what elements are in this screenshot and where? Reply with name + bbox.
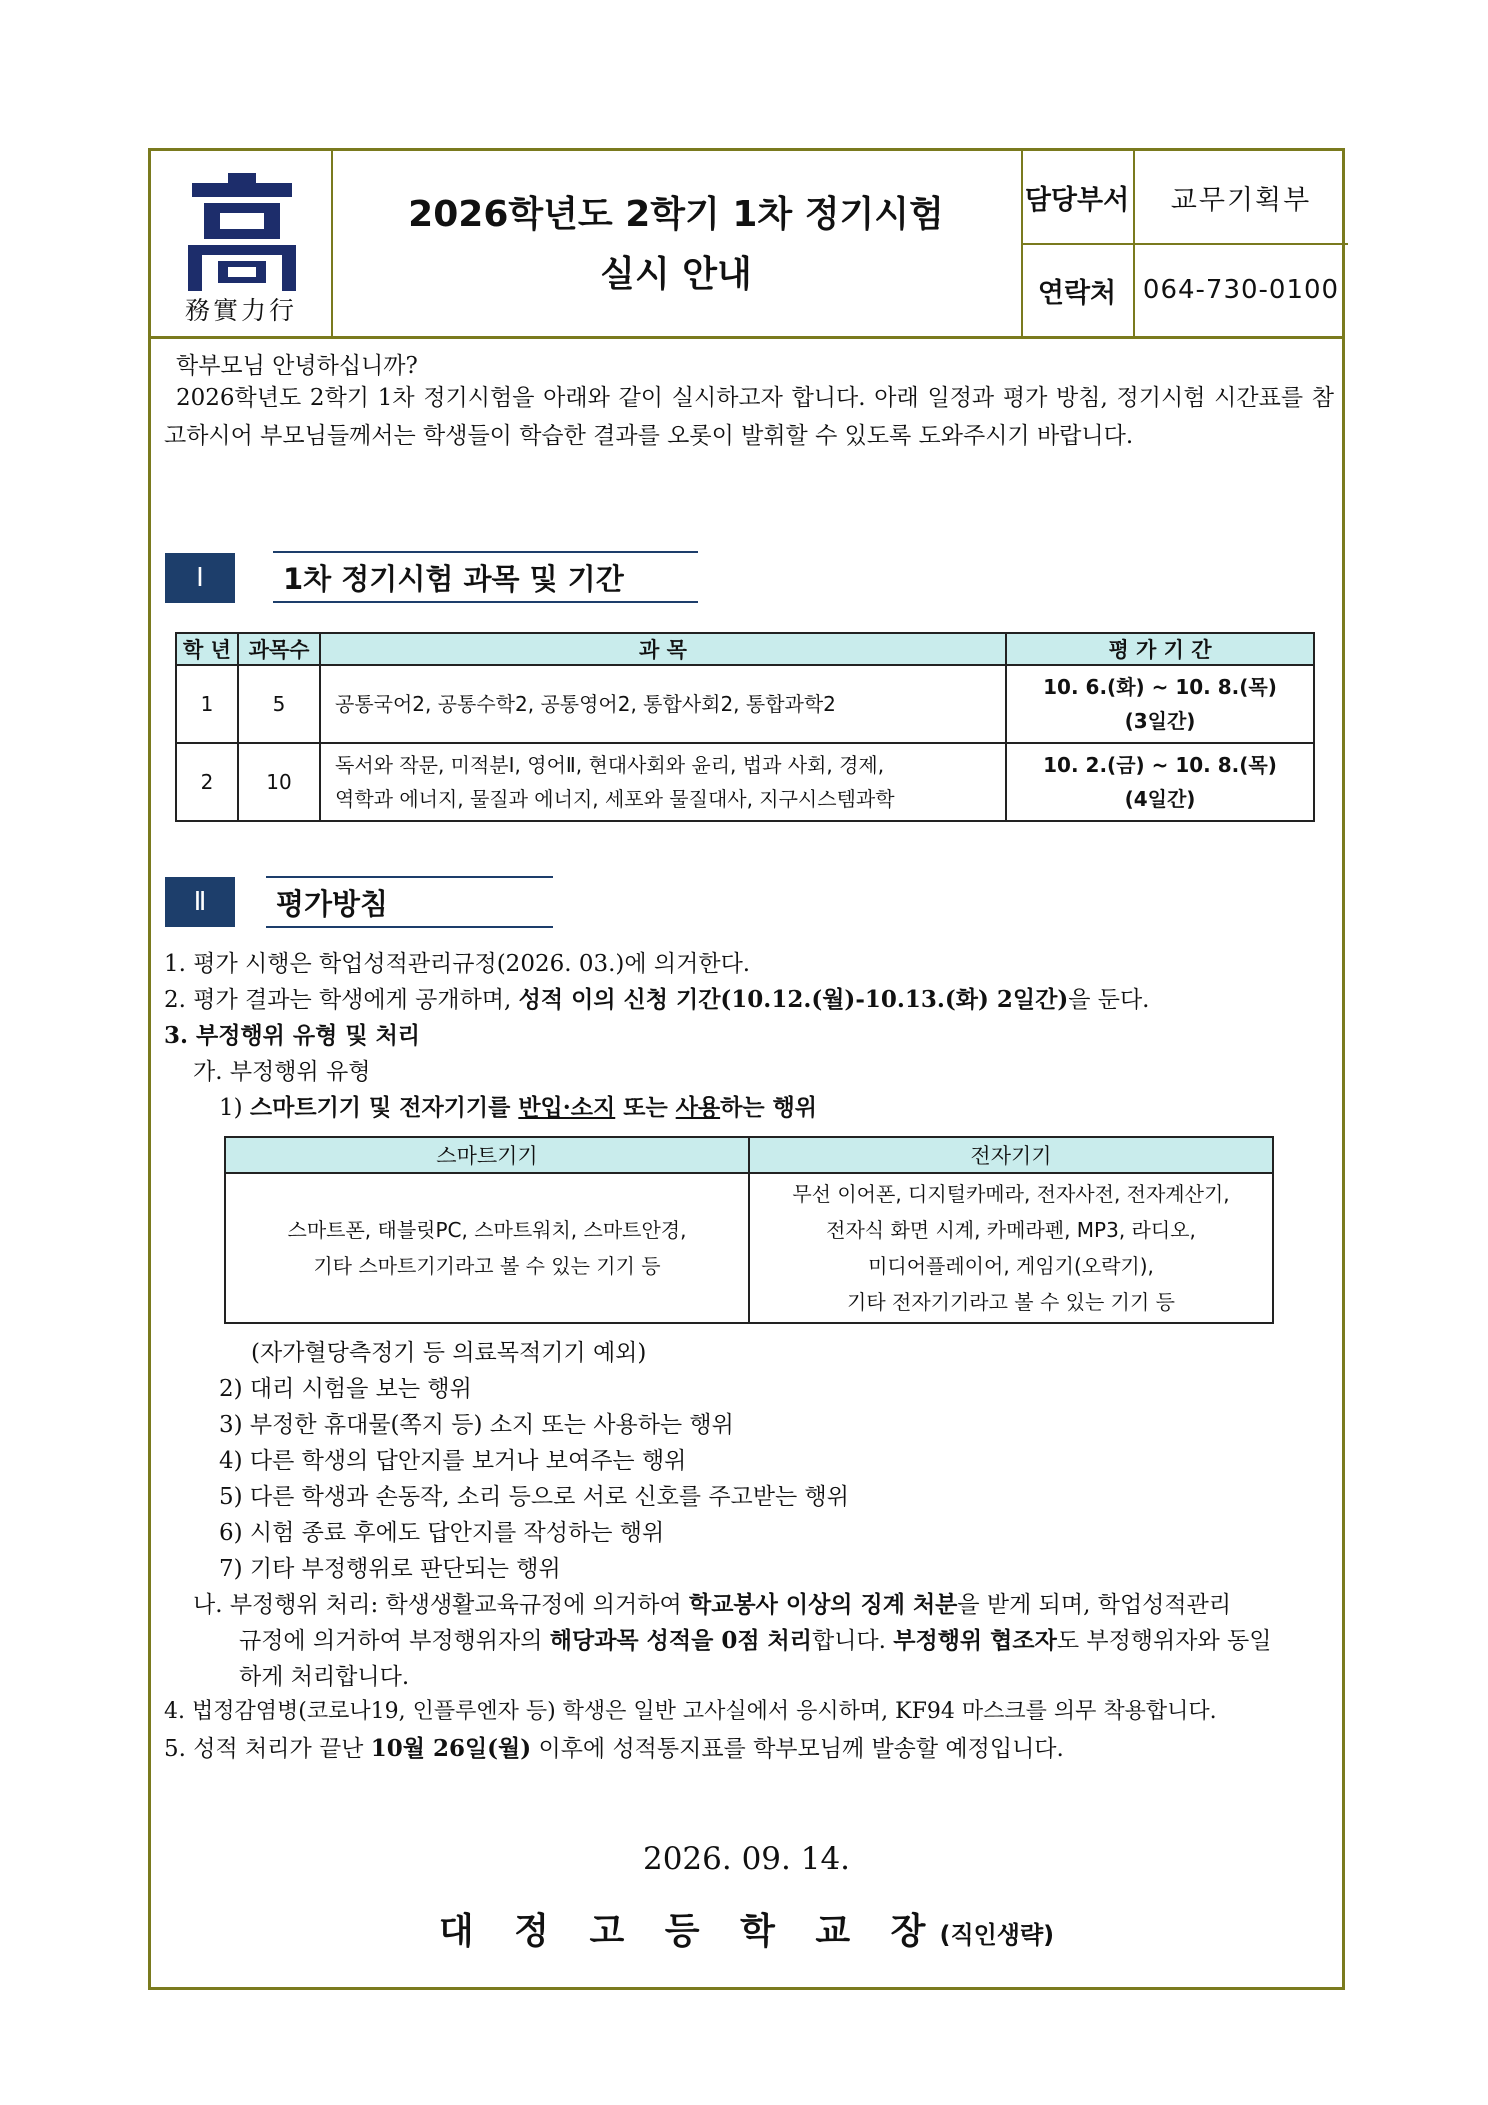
handling-text-d: 규정에 의거하여 부정행위자의 — [239, 1628, 550, 1654]
smart-devices-line-2: 기타 스마트기기라고 볼 수 있는 기기 등 — [313, 1254, 661, 1278]
handling-text-h: 도 부정행위자와 동일 — [1056, 1628, 1272, 1654]
period-dates: 10. 6.(화) ~ 10. 8.(목) — [1043, 675, 1277, 699]
header-period: 평 가 기 간 — [1006, 633, 1314, 665]
header-subjects: 과 목 — [320, 633, 1006, 665]
medical-device-note: (자가혈당측정기 등 의료목적기기 예외) — [251, 1340, 647, 1366]
title-cell — [331, 151, 1023, 336]
misconduct-type-3: 3) 부정한 휴대물(쪽지 등) 소지 또는 사용하는 행위 — [219, 1412, 734, 1438]
contact-row — [1021, 244, 1348, 336]
policy-item-4: 4. 법정감염병(코로나19, 인플루엔자 등) 학생은 일반 고사실에서 응시하며, KF94 마스크를 의무 착용합니다. — [164, 1699, 1217, 1724]
handling-text-e: 해당과목 성적을 0점 처리 — [549, 1627, 812, 1654]
misconduct-handling-line-3: 하게 처리합니다. — [239, 1664, 410, 1690]
document-frame — [148, 148, 1345, 1990]
report-send-date: 10월 26일(월) — [370, 1735, 532, 1762]
table-row — [176, 665, 1314, 743]
section-2-badge: Ⅱ — [165, 877, 235, 927]
misconduct-handling — [193, 1586, 1231, 1619]
subjects-line-1: 독서와 작문, 미적분Ⅰ, 영어Ⅱ, 현대사회와 윤리, 법과 사회, 경제, — [335, 753, 885, 777]
header-smart-devices: 스마트기기 — [225, 1137, 749, 1173]
contact-value: 064-730-0100 — [1142, 275, 1340, 305]
misconduct-type-2: 2) 대리 시험을 보는 행위 — [219, 1376, 472, 1402]
handling-text-g: 부정행위 협조자 — [893, 1627, 1057, 1654]
appeal-period: 성적 이의 신청 기간(10.12.(월)-10.13.(화) 2일간) — [518, 986, 1069, 1013]
electronic-devices-line-4: 기타 전자기기라고 볼 수 있는 기기 등 — [847, 1290, 1175, 1314]
period-days: (3일간) — [1124, 709, 1196, 733]
smart-devices-line-1: 스마트폰, 태블릿PC, 스마트워치, 스마트안경, — [287, 1218, 687, 1242]
table-row — [176, 743, 1314, 821]
device-table — [224, 1136, 1274, 1324]
subjects-line-2: 역학과 에너지, 물질과 에너지, 세포와 물질대사, 지구시스템과학 — [335, 787, 895, 811]
principal-title: 대 정 고 등 학 교 장 — [438, 1910, 940, 1952]
misconduct-types-heading: 가. 부정행위 유형 — [193, 1059, 371, 1085]
document-title — [331, 185, 1021, 305]
misconduct-type-1-e: 하는 행위 — [720, 1094, 818, 1121]
misconduct-type-1-b: 반입·소지 — [518, 1094, 616, 1121]
contact-label: 연락처 — [1021, 244, 1135, 336]
intro-paragraph: 2026학년도 2학기 1차 정기시험을 아래와 같이 실시하고자 합니다. 아래 일정과 평가 방침, 정기시험 시간표를 참고하시어 부모님들께서는 학생들이 학습한 결과를 오롯이 발휘할 수 있도록 도와주시기 바랍니다. — [164, 385, 1334, 449]
dept-value: 교무기획부 — [1170, 184, 1312, 216]
policy-item-2 — [164, 981, 1149, 1014]
school-logo — [151, 151, 333, 336]
grade-cell: 1 — [176, 665, 238, 743]
misconduct-type-1-a: 스마트기기 및 전자기기를 — [249, 1094, 519, 1121]
policy-item-3: 3. 부정행위 유형 및 처리 — [164, 1022, 421, 1049]
school-motto: 務實力行 — [184, 296, 297, 325]
header-grade: 학 년 — [176, 633, 238, 665]
misconduct-type-6: 6) 시험 종료 후에도 답안지를 작성하는 행위 — [219, 1520, 665, 1546]
handling-text-f: 합니다. — [812, 1628, 894, 1654]
school-emblem-icon — [184, 173, 300, 293]
misconduct-type-1 — [219, 1089, 817, 1122]
header-electronic-devices: 전자기기 — [749, 1137, 1273, 1173]
smart-devices-cell — [225, 1173, 749, 1323]
policy-item-5-end: 이후에 성적통지표를 학부모님께 발송할 예정입니다. — [531, 1736, 1064, 1762]
misconduct-type-1-d: 사용 — [675, 1094, 721, 1121]
dept-row — [1021, 151, 1348, 245]
dept-label: 담당부서 — [1021, 151, 1135, 243]
count-cell: 5 — [238, 665, 320, 743]
subjects-cell: 공통국어2, 공통수학2, 공통영어2, 통합사회2, 통합과학2 — [320, 665, 1006, 743]
period-dates: 10. 2.(금) ~ 10. 8.(목) — [1043, 753, 1277, 777]
misconduct-type-7: 7) 기타 부정행위로 판단되는 행위 — [219, 1556, 561, 1582]
handling-text-b: 학교봉사 이상의 징계 처분 — [688, 1591, 958, 1618]
grade-cell: 2 — [176, 743, 238, 821]
policy-item-5 — [164, 1730, 1064, 1763]
principal-signature — [151, 1903, 1342, 1954]
exam-schedule-table — [175, 632, 1315, 822]
title-line-1: 2026학년도 2학기 1차 정기시험 — [408, 194, 944, 235]
issue-date: 2026. 09. 14. — [642, 1841, 851, 1877]
policy-item-2-text: 2. 평가 결과는 학생에게 공개하며, — [164, 987, 519, 1013]
policy-item-5-text: 5. 성적 처리가 끝난 — [164, 1736, 371, 1762]
section-1-badge: Ⅰ — [165, 553, 235, 603]
electronic-devices-line-2: 전자식 화면 시계, 카메라펜, MP3, 라디오, — [826, 1218, 1196, 1242]
title-line-2: 실시 안내 — [600, 254, 752, 295]
count-cell: 10 — [238, 743, 320, 821]
electronic-devices-line-1: 무선 이어폰, 디지털카메라, 전자사전, 전자계산기, — [792, 1182, 1230, 1206]
handling-text-c: 을 받게 되며, 학업성적관리 — [957, 1592, 1232, 1618]
misconduct-type-1-num: 1) — [219, 1095, 250, 1121]
misconduct-type-1-c: 또는 — [615, 1094, 676, 1121]
misconduct-type-5: 5) 다른 학생과 손동작, 소리 등으로 서로 신호를 주고받는 행위 — [219, 1484, 849, 1510]
info-cell — [1021, 151, 1348, 336]
document-header — [151, 151, 1342, 339]
greeting: 학부모님 안녕하십니까? — [176, 353, 418, 379]
subjects-cell — [320, 743, 1006, 821]
device-row — [225, 1173, 1273, 1323]
misconduct-type-4: 4) 다른 학생의 답안지를 보거나 보여주는 행위 — [219, 1448, 687, 1474]
policy-item-2-end: 을 둔다. — [1068, 987, 1150, 1013]
period-cell — [1006, 743, 1314, 821]
handling-text-a: 나. 부정행위 처리: 학생생활교육규정에 의거하여 — [193, 1592, 689, 1618]
electronic-devices-cell — [749, 1173, 1273, 1323]
section-2-title: 평가방침 — [266, 876, 553, 928]
policy-item-1: 1. 평가 시행은 학업성적관리규정(2026. 03.)에 의거한다. — [164, 951, 751, 977]
device-header-row — [225, 1137, 1273, 1173]
seal-omitted-note: (직인생략) — [939, 1921, 1055, 1949]
period-days: (4일간) — [1124, 787, 1196, 811]
section-1-title: 1차 정기시험 과목 및 기간 — [273, 551, 698, 603]
header-count: 과목수 — [238, 633, 320, 665]
electronic-devices-line-3: 미디어플레이어, 게임기(오락기), — [868, 1254, 1154, 1278]
period-cell — [1006, 665, 1314, 743]
misconduct-handling-line-2 — [239, 1622, 1271, 1655]
table-header-row — [176, 633, 1314, 665]
